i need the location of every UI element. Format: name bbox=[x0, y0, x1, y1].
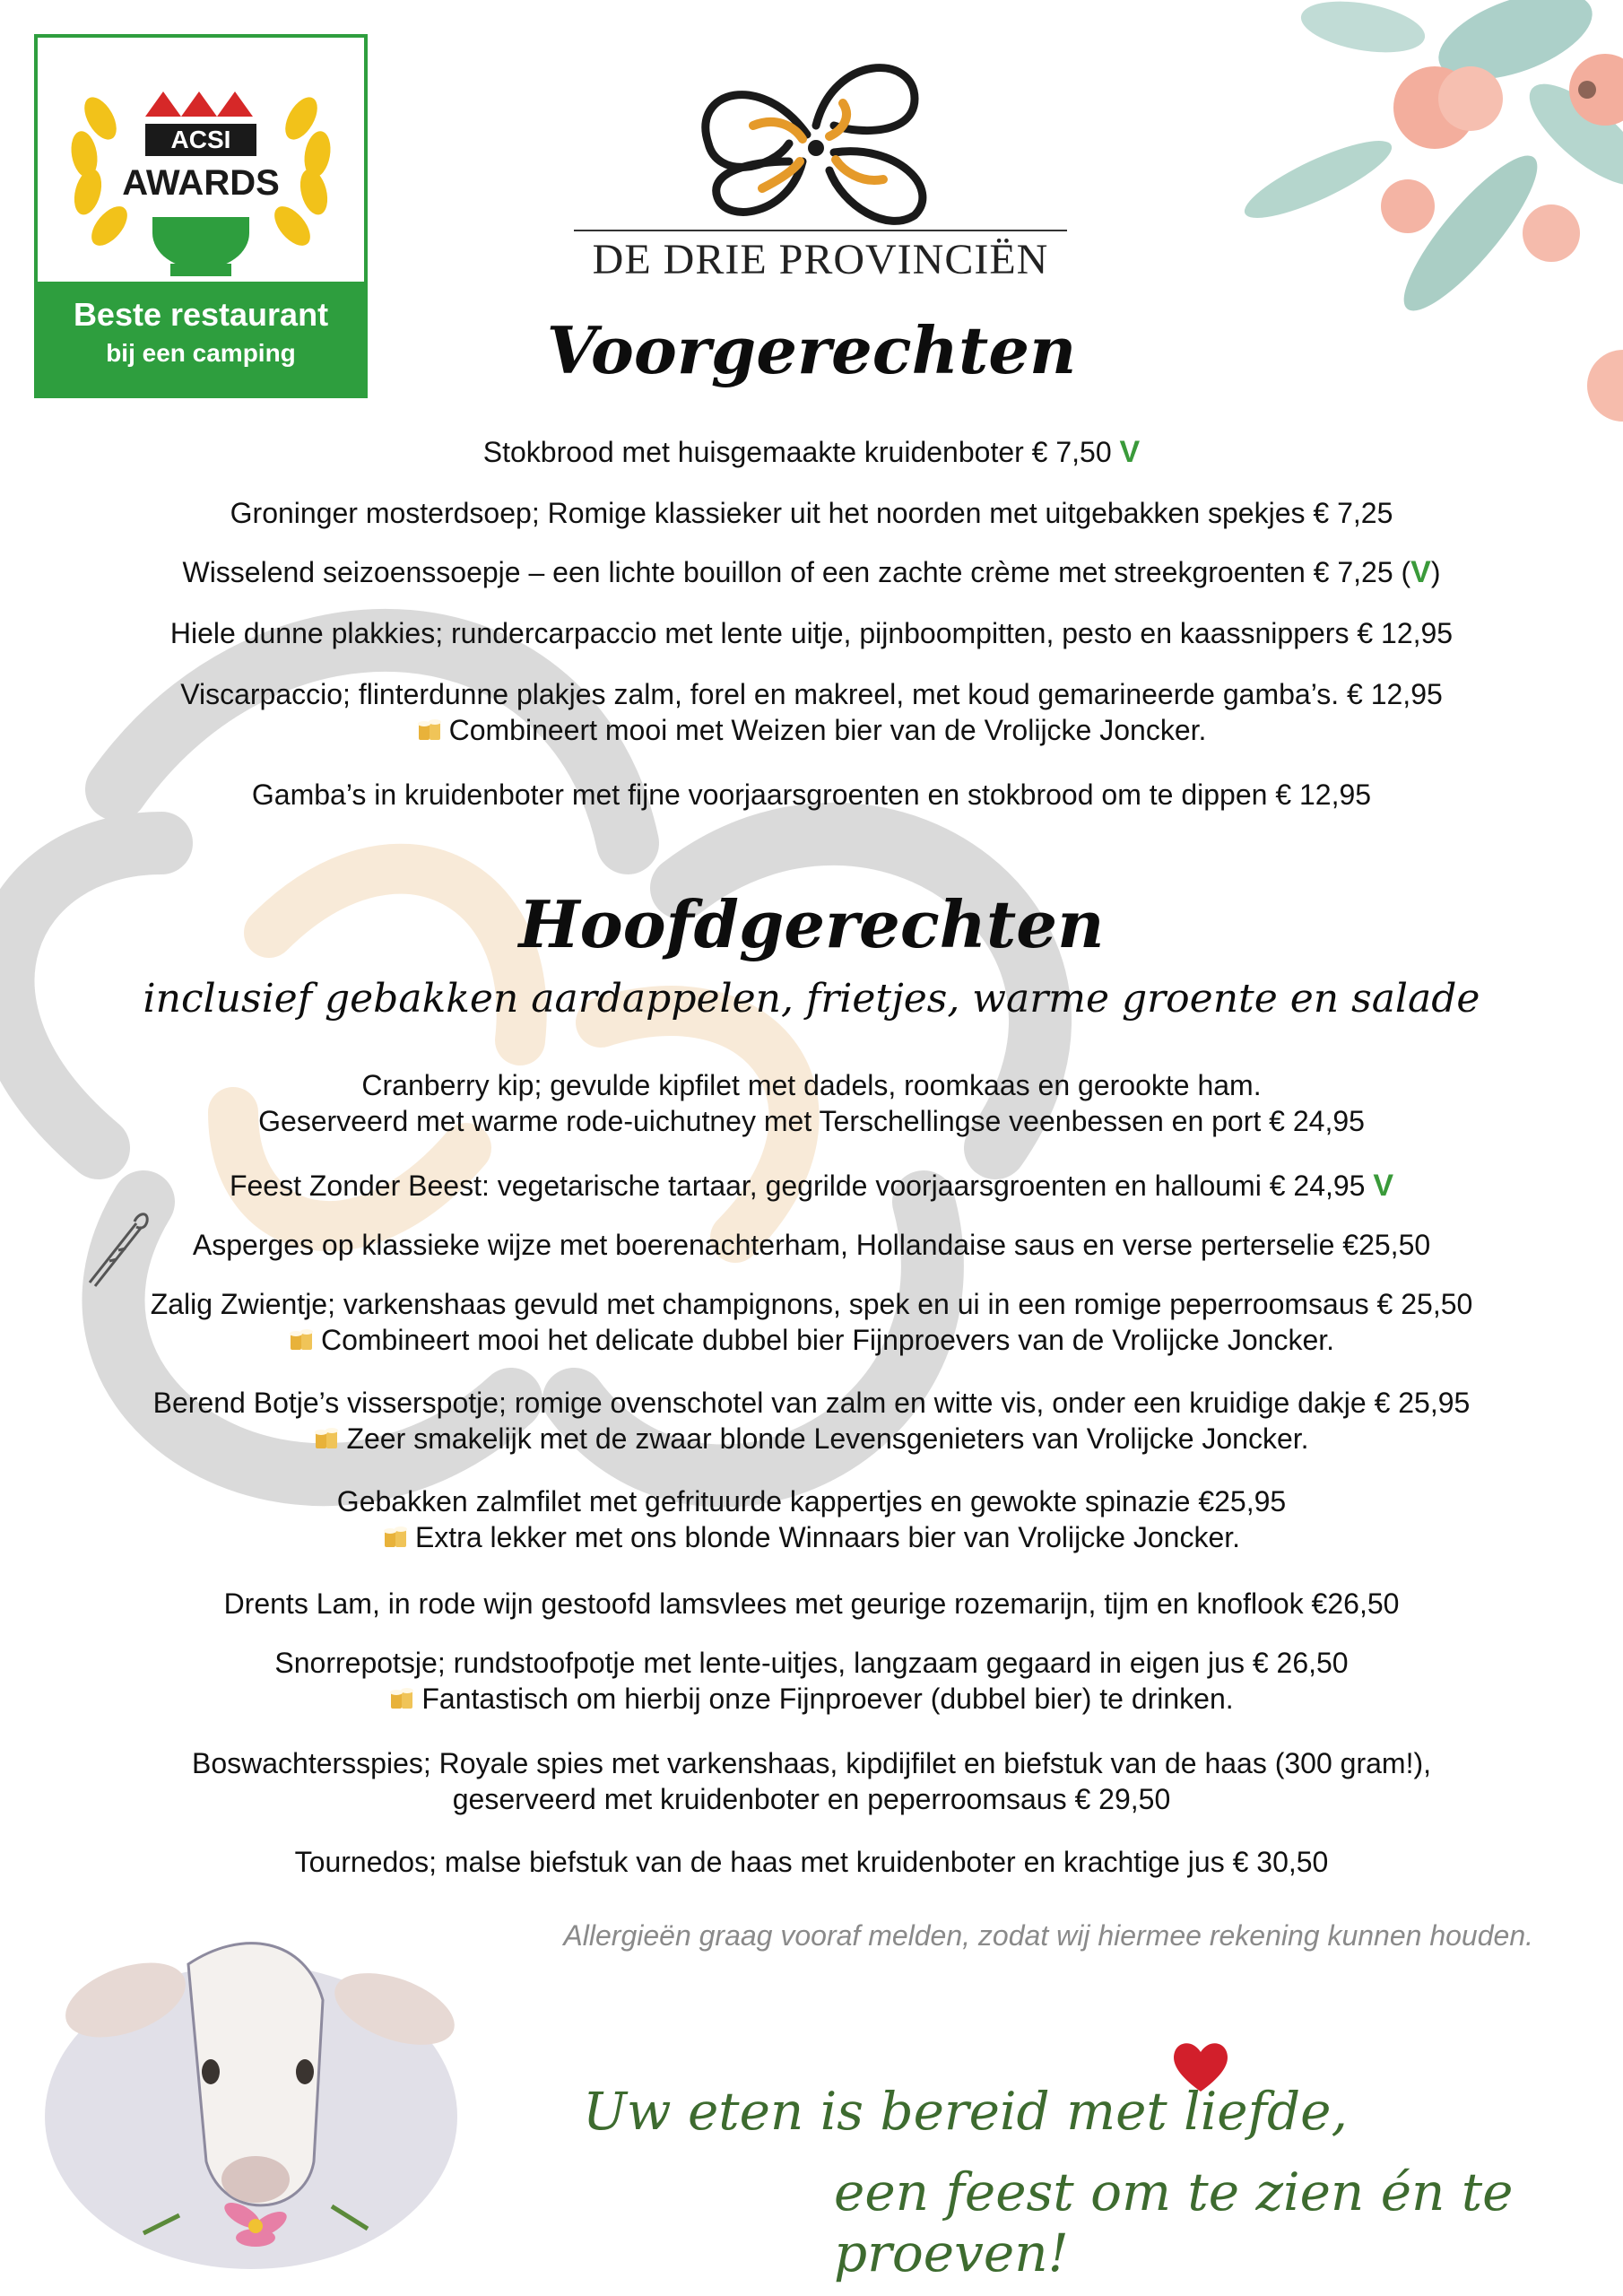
beer-pairing-text: Zeer smakelijk met de zwaar blonde Levensgenieters van Vrolijcke Joncker. bbox=[346, 1422, 1309, 1455]
beer-icon bbox=[383, 1526, 410, 1549]
main-item-5 bbox=[0, 1385, 1623, 1457]
main-item-10 bbox=[0, 1844, 1623, 1880]
main-item-text: Drents Lam, in rode wijn gestoofd lamsvlees met geurige rozemarijn, tijm en knoflook €26,50 bbox=[223, 1587, 1400, 1620]
vegetarian-icon: V bbox=[1373, 1169, 1394, 1203]
main-item-9 bbox=[0, 1745, 1623, 1817]
starter-item-text: Groninger mosterdsoep; Romige klassieker uit het noorden met uitgebakken spekjes € 7,25 bbox=[230, 497, 1393, 529]
sheep-illustration bbox=[18, 1892, 502, 2287]
starters-heading: Voorgerechten bbox=[546, 312, 1077, 388]
starter-item-tail: ) bbox=[1430, 556, 1441, 588]
main-item-text: Cranberry kip; gevulde kipfilet met dadels, roomkaas en gerookte ham. bbox=[361, 1069, 1262, 1101]
laurel-trophy-icon bbox=[38, 38, 364, 282]
main-item-text: Snorrepotsje; rundstoofpotje met lente-uitjes, langzaam gegaard in eigen jus € 26,50 bbox=[274, 1647, 1349, 1679]
flower-logo-icon bbox=[574, 36, 1067, 230]
beer-pairing-text: Fantastisch om hierbij onze Fijnproever (dubbel bier) te drinken. bbox=[421, 1683, 1234, 1715]
main-item-text-2: geserveerd met kruidenboter en peperroomsaus € 29,50 bbox=[452, 1783, 1171, 1815]
main-item-text: Tournedos; malse biefstuk van de haas met kruidenboter en krachtige jus € 30,50 bbox=[294, 1846, 1329, 1878]
main-item-4 bbox=[0, 1286, 1623, 1358]
award-title: AWARDS bbox=[122, 163, 280, 203]
main-item-2 bbox=[0, 1168, 1623, 1204]
starter-item-3 bbox=[0, 554, 1623, 590]
main-item-text: Feest Zonder Beest: vegetarische tartaar, gegrilde voorjaarsgroenten en halloumi € 24,95 bbox=[229, 1170, 1374, 1202]
starter-item-text: Wisselend seizoenssoepje – een lichte bouillon of een zachte crème met streekgroenten € 7,25 ( bbox=[182, 556, 1411, 588]
main-item-text: Asperges op klassieke wijze met boerenachterham, Hollandaise saus en verse perterselie €25,50 bbox=[192, 1229, 1431, 1261]
starter-item-1 bbox=[0, 434, 1623, 470]
beer-pairing bbox=[0, 1322, 1623, 1358]
restaurant-name: DE DRIE PROVINCIËN bbox=[592, 236, 1049, 283]
starter-item-text: Gamba’s in kruidenboter met fijne voorjaarsgroenten en stokbrood om te dippen € 12,95 bbox=[251, 778, 1372, 811]
main-item-1 bbox=[0, 1067, 1623, 1139]
main-item-text-2: Geserveerd met warme rode-uichutney met Terschellingse veenbessen en port € 24,95 bbox=[258, 1105, 1365, 1137]
main-item-text: Gebakken zalmfilet met gefrituurde kappertjes en gewokte spinazie €25,95 bbox=[336, 1485, 1287, 1518]
beer-pairing-text: Combineert mooi met Weizen bier van de Vrolijcke Joncker. bbox=[448, 714, 1207, 746]
mains-subheading: inclusief gebakken aardappelen, frietjes, warme groente en salade bbox=[143, 976, 1480, 1022]
acsi-brand: ACSI bbox=[145, 124, 256, 156]
beer-pairing-text: Extra lekker met ons blonde Winnaars bier van Vrolijcke Joncker. bbox=[414, 1521, 1241, 1553]
main-item-3 bbox=[0, 1227, 1623, 1263]
main-item-text: Berend Botje’s visserspotje; romige ovenschotel van zalm en witte vis, onder een kruidige dakje € 25,95 bbox=[152, 1387, 1471, 1419]
main-item-text: Boswachtersspies; Royale spies met varkenshaas, kipdijfilet en biefstuk van de haas (300 gram!), bbox=[191, 1747, 1431, 1779]
restaurant-logo bbox=[574, 36, 1067, 287]
beer-icon bbox=[314, 1427, 341, 1450]
footer-line-2: een feest om te zien én te proeven! bbox=[834, 2161, 1514, 2283]
starter-item-2 bbox=[0, 495, 1623, 531]
main-item-8 bbox=[0, 1645, 1623, 1717]
main-item-text: Zalig Zwientje; varkenshaas gevuld met champignons, spek en ui in een romige peperroomsaus € 25,50 bbox=[150, 1288, 1473, 1320]
footer-line-1: Uw eten is bereid met liefde, bbox=[583, 2081, 1348, 2142]
main-item-6 bbox=[0, 1483, 1623, 1555]
starter-item-6 bbox=[0, 777, 1623, 813]
beer-icon bbox=[417, 718, 444, 742]
vegetarian-icon: V bbox=[1119, 435, 1141, 469]
starter-item-text: Hiele dunne plakkies; rundercarpaccio met lente uitje, pijnboompitten, pesto en kaassnippers € 12,95 bbox=[169, 617, 1454, 649]
starter-item-text: Stokbrood met huisgemaakte kruidenboter € 7,50 bbox=[482, 436, 1120, 468]
beer-pairing bbox=[0, 712, 1623, 748]
vegetarian-icon: V bbox=[1410, 555, 1431, 589]
logo-divider bbox=[574, 230, 1067, 231]
beer-pairing bbox=[0, 1519, 1623, 1555]
starter-item-text: Viscarpaccio; flinterdunne plakjes zalm, forel en makreel, met koud gemarineerde gamba’s. € 12,95 bbox=[180, 678, 1443, 710]
main-item-7 bbox=[0, 1586, 1623, 1622]
beer-pairing bbox=[0, 1421, 1623, 1457]
mains-heading: Hoofdgerechten bbox=[518, 886, 1105, 962]
beer-pairing-text: Combineert mooi het delicate dubbel bier Fijnproevers van de Vrolijcke Joncker. bbox=[320, 1324, 1335, 1356]
award-line-1: Beste restaurant bbox=[73, 296, 329, 333]
starter-item-4 bbox=[0, 615, 1623, 651]
allergy-note: Allergieën graag vooraf melden, zodat wij hiermee rekening kunnen houden. bbox=[563, 1919, 1533, 1952]
beer-pairing bbox=[0, 1681, 1623, 1717]
starter-item-5 bbox=[0, 676, 1623, 748]
award-line-2: bij een camping bbox=[106, 339, 296, 367]
beer-icon bbox=[289, 1328, 316, 1352]
beer-icon bbox=[389, 1687, 416, 1710]
